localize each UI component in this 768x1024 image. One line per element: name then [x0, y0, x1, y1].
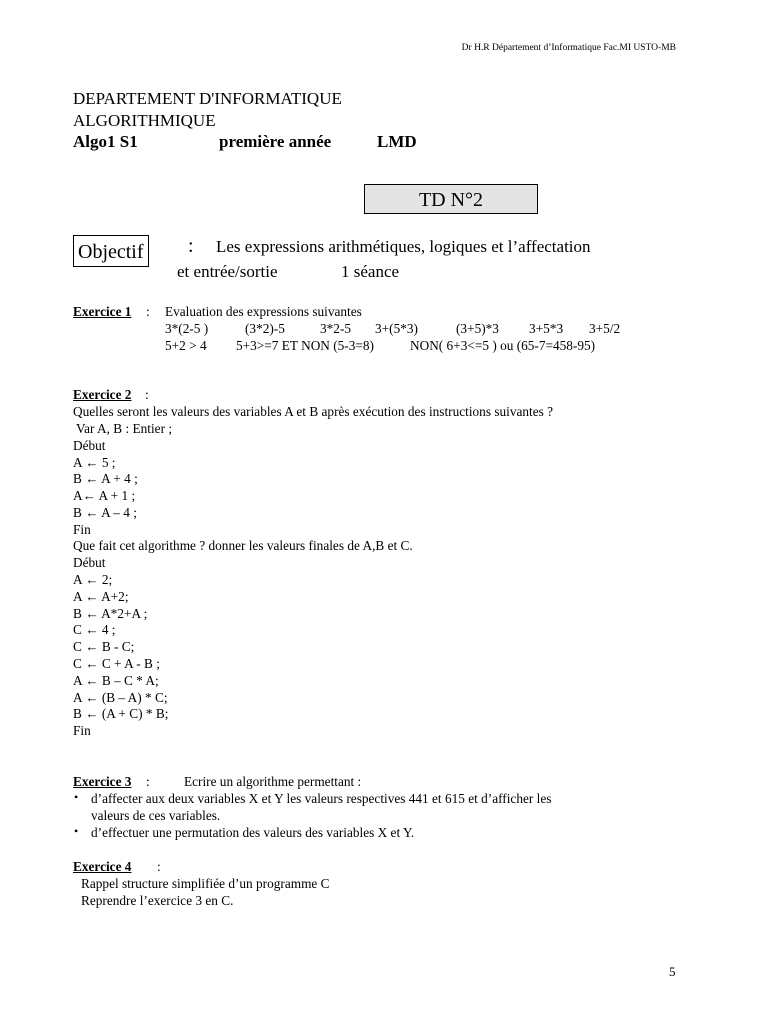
expression: 5+2 > 4	[165, 338, 207, 353]
algo-line: Fin	[73, 723, 91, 738]
exercise-3-bullet-1: d’affecter aux deux variables X et Y les valeurs respectives 441 et 615 et d’afficher les	[91, 791, 552, 806]
page-number: 5	[669, 964, 676, 979]
course-level: LMD	[377, 132, 417, 151]
expression: (3*2)-5	[245, 321, 285, 336]
exercise-3-bullet-2: d’effectuer une permutation des valeurs des variables X et Y.	[91, 825, 415, 840]
algo-line: B ← A + 4 ;	[73, 471, 138, 486]
algo-line: A ← B – C * A;	[73, 673, 159, 688]
objectif-label: Objectif	[73, 235, 149, 267]
algo-line: B ← A*2+A ;	[73, 606, 148, 621]
algo-line: A ← 2;	[73, 572, 113, 587]
algo-line: A ← A+2;	[73, 589, 129, 604]
exercise-4-title: Exercice 4	[73, 859, 132, 874]
objectif-line-2b: 1 séance	[341, 262, 400, 281]
exercise-3-title: Exercice 3	[73, 774, 132, 789]
algo-line: B ← (A + C) * B;	[73, 706, 169, 721]
algo-line: B ← A – 4 ;	[73, 505, 137, 520]
algo-line: Fin	[73, 522, 91, 537]
algo-line: Var A, B : Entier ;	[76, 421, 173, 436]
expression: 5+3>=7 ET NON (5-3=8)	[236, 338, 374, 353]
algo-line: A ← 5 ;	[73, 455, 116, 470]
algo-line: C ← B - C;	[73, 639, 135, 654]
expression: 3+5*3	[529, 321, 564, 336]
expression: 3+5/2	[589, 321, 621, 336]
expression: 3+(5*3)	[375, 321, 418, 336]
running-header: Dr H.R Département d’Informatique Fac.MI USTO-MB	[461, 43, 676, 53]
exercise-4-line-1: Rappel structure simplifiée d’un programme C	[81, 876, 330, 891]
expression: NON( 6+3<=5 ) ou (65-7=458-95)	[410, 338, 596, 353]
objectif-colon: :	[188, 235, 194, 257]
bullet-icon: •	[74, 824, 79, 838]
objectif-line-2a: et entrée/sortie	[177, 262, 278, 281]
expression: (3+5)*3	[456, 321, 499, 336]
exercise-1-sep: :	[146, 304, 150, 319]
algo-line: C ← C + A - B ;	[73, 656, 160, 671]
objectif-line-1: Les expressions arithmétiques, logiques et l’affectation	[216, 237, 591, 256]
exercise-2-question-2: Que fait cet algorithme ? donner les valeurs finales de A,B et C.	[73, 538, 413, 553]
course-year: première année	[219, 132, 332, 151]
algo-line: Début	[73, 555, 106, 570]
exercise-2-question: Quelles seront les valeurs des variables A et B après exécution des instructions suivantes ?	[73, 404, 554, 419]
algo-line: A ← (B – A) * C;	[73, 690, 168, 705]
exercise-1-desc: Evaluation des expressions suivantes	[165, 304, 362, 319]
exercise-3-sep: :	[146, 774, 150, 789]
department-name: DEPARTEMENT D'INFORMATIQUE	[73, 89, 342, 108]
expression: 3*(2-5 )	[165, 321, 209, 336]
bullet-icon: •	[74, 790, 79, 804]
subject-name: ALGORITHMIQUE	[73, 111, 216, 130]
exercise-4-sep: :	[157, 859, 161, 874]
course-code: Algo1 S1	[73, 132, 138, 151]
algo-line: Début	[73, 438, 106, 453]
exercise-2-title: Exercice 2	[73, 387, 132, 402]
expression: 3*2-5	[320, 321, 352, 336]
exercise-4-line-2: Reprendre l’exercice 3 en C.	[81, 893, 234, 908]
exercise-2-sep: :	[145, 387, 149, 402]
algo-line: A← A + 1 ;	[73, 488, 136, 503]
exercise-3-bullet-1-cont: valeurs de ces variables.	[91, 808, 221, 823]
td-title-box: TD N°2	[364, 184, 538, 214]
exercise-1-title: Exercice 1	[73, 304, 132, 319]
algo-line: C ← 4 ;	[73, 622, 116, 637]
exercise-3-desc: Ecrire un algorithme permettant :	[184, 774, 362, 789]
